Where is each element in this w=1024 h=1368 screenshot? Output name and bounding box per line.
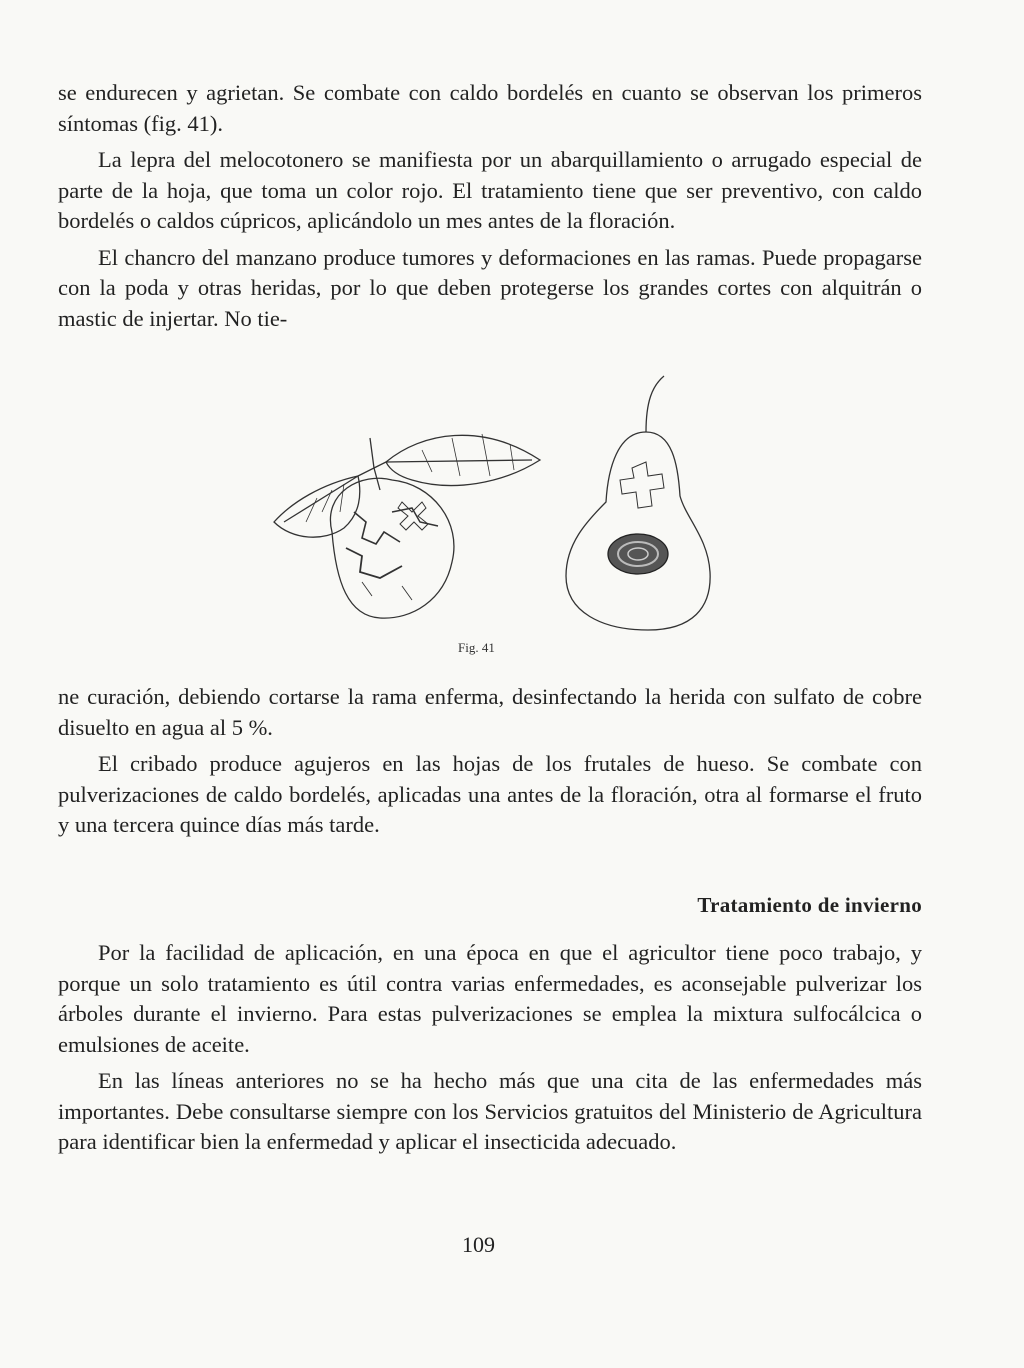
top-text-block bbox=[58, 78, 922, 340]
figure-41 bbox=[262, 372, 722, 642]
diseased-pear-icon bbox=[566, 376, 710, 630]
paragraph: ne curación, debiendo cortarse la rama enferma, desinfectando la herida con sulfato de cobre disuelto en agua al 5 %. bbox=[58, 684, 922, 740]
paragraph: En las líneas anteriores no se ha hecho más que una cita de las enfermedades más importantes. Debe consultarse siempre con los Servicios gratuitos del Ministerio de Agricultura para identificar bien la enfermedad y aplicar el insecticida adecuado. bbox=[58, 1068, 922, 1154]
middle-text-block bbox=[58, 682, 922, 847]
paragraph: El cribado produce agujeros en las hojas de los frutales de hueso. Se combate con pulverizaciones de caldo bordelés, aplicadas una antes de la floración, otra al formarse el fruto y una tercera quince días más tarde. bbox=[58, 751, 922, 837]
diseased-fruits-illustration bbox=[262, 372, 722, 642]
figure-caption: Fig. 41 bbox=[458, 640, 495, 655]
paragraph: El chancro del manzano produce tumores y deformaciones en las ramas. Puede propagarse con la poda y otras heridas, por lo que deben protegerse los grandes cortes con alquitrán o mastic de injertar. No tie- bbox=[58, 244, 922, 331]
page-number: 109 bbox=[462, 1232, 495, 1257]
paragraph: se endurecen y agrietan. Se combate con caldo bordelés en cuanto se observan los primeros síntomas (fig. 41). bbox=[58, 80, 922, 136]
bottom-text-block bbox=[58, 938, 922, 1164]
paragraph: Por la facilidad de aplicación, en una época en que el agricultor tiene poco trabajo, y porque un solo tratamiento es útil contra varias enfermedades, es aconsejable pulverizar los árboles durante el invierno. Para estas pulverizaciones se emplea la mixtura sulfocálcica o emulsiones de aceite. bbox=[58, 940, 922, 1057]
diseased-apple-with-leaves-icon bbox=[274, 434, 540, 618]
paragraph: La lepra del melocotonero se manifiesta por un abarquillamiento o arrugado especial de parte de la hoja, que toma un color rojo. El tratamiento tiene que ser preventivo, con caldo bordelés o caldos cúpricos, aplicándolo un mes antes de la floración. bbox=[58, 147, 922, 233]
section-heading: Tratamiento de invierno bbox=[697, 893, 922, 917]
